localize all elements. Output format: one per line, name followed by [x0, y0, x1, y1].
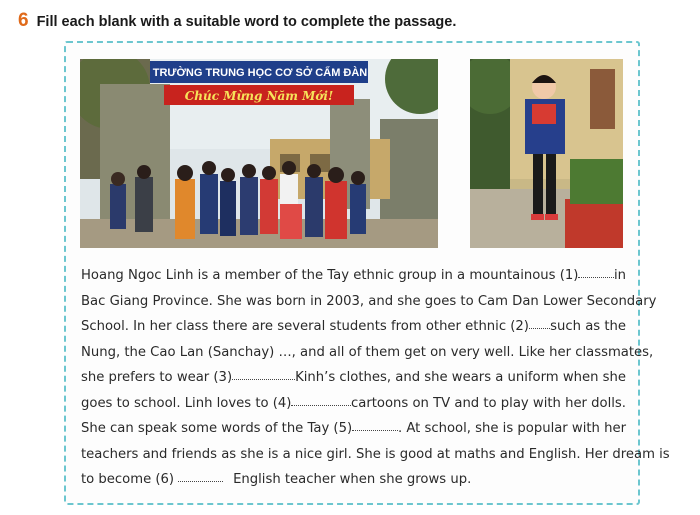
passage-line — [81, 263, 626, 289]
passage-line — [81, 340, 654, 366]
passage-text-segment: Bac Giang Province. She was born in 2003, and she goes to Cam Dan Lower Secondary — [81, 293, 657, 309]
passage-text-segment: in — [613, 268, 626, 283]
new-year-banner-text: Chúc Mừng Năm Mới! — [184, 89, 334, 103]
girl-portrait-photo — [470, 59, 623, 248]
passage-line — [81, 314, 626, 340]
school-sign-text: TRƯỜNG TRUNG HỌC CƠ SỞ CẨM ĐÀN — [152, 67, 368, 79]
passage-text-segment: she prefers to wear (3) — [81, 370, 233, 385]
passage-text-segment: goes to school. Linh loves to (4) — [81, 395, 292, 411]
exercise-number: 6 — [18, 10, 29, 31]
passage-line — [81, 391, 626, 417]
passage-text-segment: English teacher when she grows up. — [233, 472, 472, 487]
passage-text-segment: . At school, she is popular with her — [397, 421, 626, 436]
passage-text-segment: cartoons on TV and to play with her dolls. — [351, 395, 626, 411]
school-gate-photo — [80, 59, 438, 248]
passage-text-segment: School. In her class there are several students from other ethnic (2) — [81, 319, 529, 334]
exercise-instruction: Fill each blank with a suitable word to complete the passage. — [36, 14, 457, 30]
passage-line — [81, 442, 670, 468]
blank-6[interactable] — [178, 467, 223, 482]
passage-text-segment: to become (6) — [81, 472, 175, 487]
blank-2[interactable] — [529, 314, 550, 329]
passage-line — [81, 416, 626, 442]
passage-text-segment: She can speak some words of the Tay (5) — [81, 421, 353, 436]
passage-text-segment: such as the — [550, 319, 626, 334]
passage-line — [81, 289, 657, 315]
blank-5[interactable] — [352, 416, 398, 431]
blank-1[interactable] — [578, 263, 614, 278]
passage-line — [81, 365, 626, 391]
passage-text — [81, 263, 670, 493]
passage-text-segment: Kinh’s clothes, and she wears a uniform when she — [295, 370, 626, 385]
passage-text-segment: Hoang Ngoc Linh is a member of the Tay ethnic group in a mountainous (1) — [81, 268, 579, 283]
passage-text-segment: Nung, the Cao Lan (Sanchay) …, and all of them get on very well. Like her classmates, — [81, 344, 654, 360]
passage-line — [81, 467, 626, 493]
blank-3[interactable] — [232, 365, 295, 380]
passage-text-segment: teachers and friends as she is a nice girl. She is good at maths and English. Her dream is — [81, 446, 670, 462]
exercise-header — [18, 10, 456, 32]
blank-4[interactable] — [291, 391, 351, 406]
